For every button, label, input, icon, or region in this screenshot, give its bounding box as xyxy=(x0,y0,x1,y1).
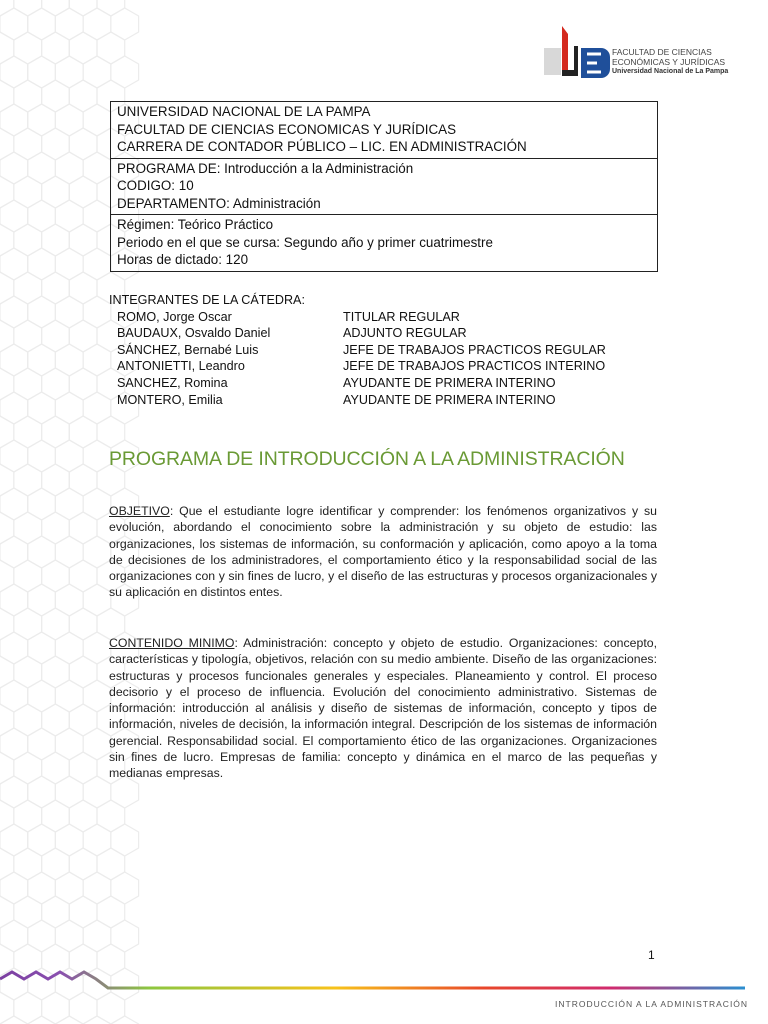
hexagon-shape xyxy=(42,608,70,640)
hexagon-shape xyxy=(14,272,42,304)
hexagon-shape xyxy=(42,176,70,208)
hexagon-shape xyxy=(83,584,111,616)
program-name: PROGRAMA DE: Introducción a la Administración xyxy=(117,160,414,176)
hexagon-shape xyxy=(42,320,70,352)
career-name: CARRERA DE CONTADOR PÚBLICO – LIC. EN ADMINISTRACIÓN xyxy=(117,139,527,154)
member-name: ANTONIETTI, Leandro xyxy=(117,359,245,374)
hexagon-shape xyxy=(83,152,111,184)
member-name: MONTERO, Emilia xyxy=(117,392,223,407)
hexagon-shape xyxy=(69,848,97,880)
hexagon-shape xyxy=(55,440,83,472)
member-name: SÁNCHEZ, Bernabé Luis xyxy=(117,342,259,357)
hexagon-shape xyxy=(55,152,83,184)
hexagon-shape xyxy=(14,848,42,880)
hexagon-shape xyxy=(83,680,111,712)
hexagon-shape xyxy=(42,800,70,832)
hexagon-shape xyxy=(0,8,28,40)
hexagon-shape xyxy=(0,416,14,448)
hexagon-shape xyxy=(83,392,111,424)
hexagon-shape xyxy=(14,608,42,640)
hexagon-shape xyxy=(0,512,14,544)
hexagon-shape xyxy=(0,656,14,688)
program-department: DEPARTAMENTO: Administración xyxy=(117,195,321,211)
hexagon-shape xyxy=(55,488,83,520)
hexagon-shape xyxy=(0,800,14,832)
hexagon-shape xyxy=(0,536,28,568)
hexagon-shape xyxy=(69,512,97,544)
hexagon-shape xyxy=(14,560,42,592)
program-title: PROGRAMA DE INTRODUCCIÓN A LA ADMINISTRACIÓN xyxy=(109,448,625,470)
hexagon-shape xyxy=(0,560,14,592)
hexagon-shape xyxy=(0,392,28,424)
hexagon-shape xyxy=(0,296,28,328)
hexagon-shape xyxy=(69,176,97,208)
hexagon-shape xyxy=(0,584,28,616)
hexagon-shape xyxy=(83,632,111,664)
hexagon-shape xyxy=(55,8,83,40)
hexagon-shape xyxy=(0,272,14,304)
hexagon-shape xyxy=(28,1016,56,1024)
hexagon-shape xyxy=(42,848,70,880)
hexagon-shape xyxy=(69,224,97,256)
hexagon-shape xyxy=(42,368,70,400)
hexagon-shape xyxy=(14,896,42,928)
hexagon-shape xyxy=(0,248,28,280)
hexagon-shape xyxy=(111,920,139,952)
member-role: JEFE DE TRABAJOS PRACTICOS REGULAR xyxy=(343,342,606,357)
member-role: JEFE DE TRABAJOS PRACTICOS INTERINO xyxy=(343,359,606,374)
member-role: TITULAR REGULAR xyxy=(343,309,460,324)
hexagon-shape xyxy=(97,0,125,16)
hexagon-shape xyxy=(42,32,70,64)
hexagon-shape xyxy=(55,104,83,136)
minimum-content-label: CONTENIDO MINIMO xyxy=(109,636,235,650)
hexagon-shape xyxy=(69,896,97,928)
hexagon-shape xyxy=(69,0,97,16)
hexagon-shape xyxy=(111,872,139,904)
hexagon-shape xyxy=(0,176,14,208)
hexagon-shape xyxy=(28,680,56,712)
hexagon-shape xyxy=(55,200,83,232)
hexagon-shape xyxy=(69,416,97,448)
footer-course-title: INTRODUCCIÓN A LA ADMINISTRACIÓN xyxy=(555,999,749,1009)
hexagon-shape xyxy=(69,272,97,304)
hexagon-shape xyxy=(0,704,14,736)
hexagon-shape xyxy=(14,0,42,16)
university-name: UNIVERSIDAD NACIONAL DE LA PAMPA xyxy=(117,104,371,119)
chair-members xyxy=(109,292,606,408)
hexagon-shape xyxy=(83,104,111,136)
hexagon-shape xyxy=(83,920,111,952)
hexagon-shape xyxy=(28,920,56,952)
hexagon-shape xyxy=(28,296,56,328)
hexagon-shape xyxy=(55,1016,83,1024)
hexagon-shape xyxy=(28,392,56,424)
hexagon-shape xyxy=(111,56,139,88)
member-role: AYUDANTE DE PRIMERA INTERINO xyxy=(343,392,556,407)
hexagon-shape xyxy=(0,824,28,856)
objective-label: OBJETIVO xyxy=(109,504,170,518)
hexagon-shape xyxy=(0,80,14,112)
hexagon-shape xyxy=(69,320,97,352)
program-code: CODIGO: 10 xyxy=(117,178,194,193)
hexagon-shape xyxy=(83,872,111,904)
member-name: BAUDAUX, Osvaldo Daniel xyxy=(117,326,271,341)
hexagon-shape xyxy=(0,752,14,784)
hexagon-shape xyxy=(42,128,70,160)
program-regime: Régimen: Teórico Práctico xyxy=(117,217,274,232)
hexagon-shape xyxy=(0,440,28,472)
member-role: ADJUNTO REGULAR xyxy=(343,326,467,341)
member-row xyxy=(109,325,606,342)
hexagon-shape xyxy=(0,632,28,664)
hexagon-shape xyxy=(42,896,70,928)
hexagon-shape xyxy=(42,80,70,112)
hexagon-shape xyxy=(28,488,56,520)
hexagon-shape xyxy=(0,104,28,136)
hexagon-shape xyxy=(69,656,97,688)
chair-members-heading: INTEGRANTES DE LA CÁTEDRA: xyxy=(109,293,305,307)
hexagon-shape xyxy=(0,320,14,352)
info-section-schedule xyxy=(111,215,657,271)
hexagon-shape xyxy=(69,800,97,832)
hexagon-shape xyxy=(97,848,125,880)
hexagon-shape xyxy=(42,512,70,544)
hexagon-shape xyxy=(55,56,83,88)
faculty-logo-text xyxy=(612,47,728,77)
hexagon-shape xyxy=(42,0,70,16)
minimum-content-paragraph xyxy=(109,635,657,782)
program-hours: Horas de dictado: 120 xyxy=(117,252,249,267)
hexagon-shape xyxy=(42,704,70,736)
hexagon-shape xyxy=(14,128,42,160)
hexagon-shape xyxy=(28,8,56,40)
hexagon-shape xyxy=(0,848,14,880)
hexagon-shape xyxy=(28,584,56,616)
hexagon-shape xyxy=(83,824,111,856)
hexagon-shape xyxy=(28,440,56,472)
hexagon-shape xyxy=(55,824,83,856)
hexagon-shape xyxy=(0,488,28,520)
info-section-program xyxy=(111,159,657,216)
hexagon-shape xyxy=(0,128,14,160)
hexagon-shape xyxy=(97,32,125,64)
hexagon-shape xyxy=(69,752,97,784)
hexagon-shape xyxy=(83,440,111,472)
hexagon-shape xyxy=(0,368,14,400)
hexagon-shape xyxy=(14,176,42,208)
hexagon-shape xyxy=(69,464,97,496)
hexagon-shape xyxy=(83,56,111,88)
hexagon-shape xyxy=(0,200,28,232)
hexagon-shape xyxy=(83,200,111,232)
hexagon-shape xyxy=(111,8,139,40)
hexagon-shape xyxy=(14,512,42,544)
hexagon-shape xyxy=(83,1016,111,1024)
page-number: 1 xyxy=(648,948,655,962)
hexagon-shape xyxy=(55,776,83,808)
member-name: ROMO, Jorge Oscar xyxy=(117,309,232,324)
hexagon-shape xyxy=(69,560,97,592)
hexagon-shape xyxy=(14,416,42,448)
hexagon-shape xyxy=(28,536,56,568)
hexagon-shape xyxy=(83,728,111,760)
logo-line-3: Universidad Nacional de La Pampa xyxy=(612,68,729,75)
hexagon-shape xyxy=(14,32,42,64)
member-row xyxy=(109,375,606,392)
hexagon-shape xyxy=(69,32,97,64)
hexagon-shape xyxy=(69,128,97,160)
hexagon-shape xyxy=(0,776,28,808)
hexagon-shape xyxy=(42,560,70,592)
hexagon-shape xyxy=(28,632,56,664)
hexagon-shape xyxy=(55,536,83,568)
hexagon-shape xyxy=(55,392,83,424)
objective-paragraph xyxy=(109,503,657,601)
hexagon-shape xyxy=(69,704,97,736)
hexagon-shape xyxy=(14,224,42,256)
hexagon-shape xyxy=(0,32,14,64)
hexagon-shape xyxy=(55,680,83,712)
hexagon-shape xyxy=(14,800,42,832)
hexagon-shape xyxy=(83,344,111,376)
hexagon-shape xyxy=(42,752,70,784)
hexagon-shape xyxy=(0,152,28,184)
hexagon-shape xyxy=(0,680,28,712)
hexagon-shape xyxy=(55,632,83,664)
hexagon-shape xyxy=(97,416,125,448)
hexagon-shape xyxy=(83,776,111,808)
hexagon-shape xyxy=(28,872,56,904)
hexagon-shape xyxy=(0,920,28,952)
hexagon-shape xyxy=(55,584,83,616)
hexagon-shape xyxy=(69,80,97,112)
hexagon-shape xyxy=(83,488,111,520)
hexagon-shape xyxy=(97,800,125,832)
member-name: SANCHEZ, Romina xyxy=(117,375,228,390)
hexagon-shape xyxy=(55,872,83,904)
hexagon-shape xyxy=(42,272,70,304)
hexagon-shape xyxy=(28,248,56,280)
hexagon-shape xyxy=(0,728,28,760)
hexagon-shape xyxy=(55,728,83,760)
hexagon-shape xyxy=(42,224,70,256)
hexagon-shape xyxy=(83,8,111,40)
hexagon-shape xyxy=(0,464,14,496)
hexagon-shape xyxy=(55,344,83,376)
program-period: Periodo en el que se cursa: Segundo año y primer cuatrimestre xyxy=(117,234,493,250)
hexagon-shape xyxy=(55,920,83,952)
hexagon-shape xyxy=(28,824,56,856)
hexagon-shape xyxy=(28,344,56,376)
hexagon-shape xyxy=(0,608,14,640)
hexagon-shape xyxy=(55,296,83,328)
logo-line-2: ECONÓMICAS Y JURÍDICAS xyxy=(612,57,726,67)
info-section-institution xyxy=(111,102,657,159)
hexagon-shape xyxy=(28,776,56,808)
hexagon-shape xyxy=(14,656,42,688)
member-row xyxy=(109,358,606,375)
member-row xyxy=(109,342,606,359)
footer-color-band xyxy=(0,960,768,1000)
hexagon-shape xyxy=(0,344,28,376)
hexagon-shape xyxy=(111,1016,139,1024)
hexagon-shape xyxy=(0,224,14,256)
hexagon-shape xyxy=(42,464,70,496)
hexagon-shape xyxy=(0,56,28,88)
hexagon-shape xyxy=(69,608,97,640)
logo-line-1: FACULTAD DE CIENCIAS xyxy=(612,47,712,57)
hexagon-shape xyxy=(28,728,56,760)
course-info-box xyxy=(110,101,658,272)
hexagon-shape xyxy=(83,296,111,328)
hexagon-shape xyxy=(14,320,42,352)
hexagon-shape xyxy=(28,56,56,88)
hexagon-shape xyxy=(97,896,125,928)
hexagon-shape xyxy=(28,104,56,136)
member-role: AYUDANTE DE PRIMERA INTERINO xyxy=(343,375,556,390)
hexagon-shape xyxy=(0,896,14,928)
hexagon-shape xyxy=(28,152,56,184)
member-row xyxy=(109,392,606,409)
hexagon-shape xyxy=(42,416,70,448)
objective-text: : Que el estudiante logre identificar y comprender: los fenómenos organizativos y su evolución, abordando el conocimiento sobre la administración y su objeto de estudio: las organizaciones, los sistemas de información, su conformación y aplicación, como apoyo a la toma de decisiones de los administradores, el comportamiento ético y la responsabilidad social de las organizaciones con y sin fines de lucro, y el diseño de las estructuras y procesos organizacionales y su aplicación en distintos entes. xyxy=(109,504,657,600)
hexagon-shape xyxy=(0,872,28,904)
hexagon-shape xyxy=(83,248,111,280)
hexagon-shape xyxy=(28,200,56,232)
hexagon-shape xyxy=(0,1016,28,1024)
minimum-content-text: : Administración: concepto y objeto de estudio. Organizaciones: concepto, características y tipología, objetivos, relación con su medio ambiente. Diseño de las organizaciones: estructuras y procesos funcionales generales y especiales. Planeamiento y control. El proceso decisorio y el proceso de influencia. Evolución del conocimiento administrativo. Sistemas de información: introducción al análisis y diseño de sistemas de información, concepto y tipos de información, niveles de decisión, la información integral. Descripción de los sistemas de información gerencial. Responsabilidad social. El comportamiento ético de las organizaciones. Organizaciones sin fines de lucro. Empresas de familia: concepto y dinámica en el marco de las pequeñas y medianas empresas. xyxy=(109,636,657,781)
hexagon-shape xyxy=(83,536,111,568)
hexagon-shape xyxy=(111,824,139,856)
hexagon-shape xyxy=(14,368,42,400)
faculty-name: FACULTAD DE CIENCIAS ECONOMICAS Y JURÍDICAS xyxy=(117,121,457,137)
hexagon-shape xyxy=(14,464,42,496)
member-row xyxy=(109,309,606,326)
hexagon-shape xyxy=(55,248,83,280)
hexagon-shape xyxy=(42,656,70,688)
hexagon-shape xyxy=(14,704,42,736)
hexagon-shape xyxy=(14,752,42,784)
hexagon-shape xyxy=(14,80,42,112)
hexagon-shape xyxy=(0,0,14,16)
hexagon-shape xyxy=(69,368,97,400)
